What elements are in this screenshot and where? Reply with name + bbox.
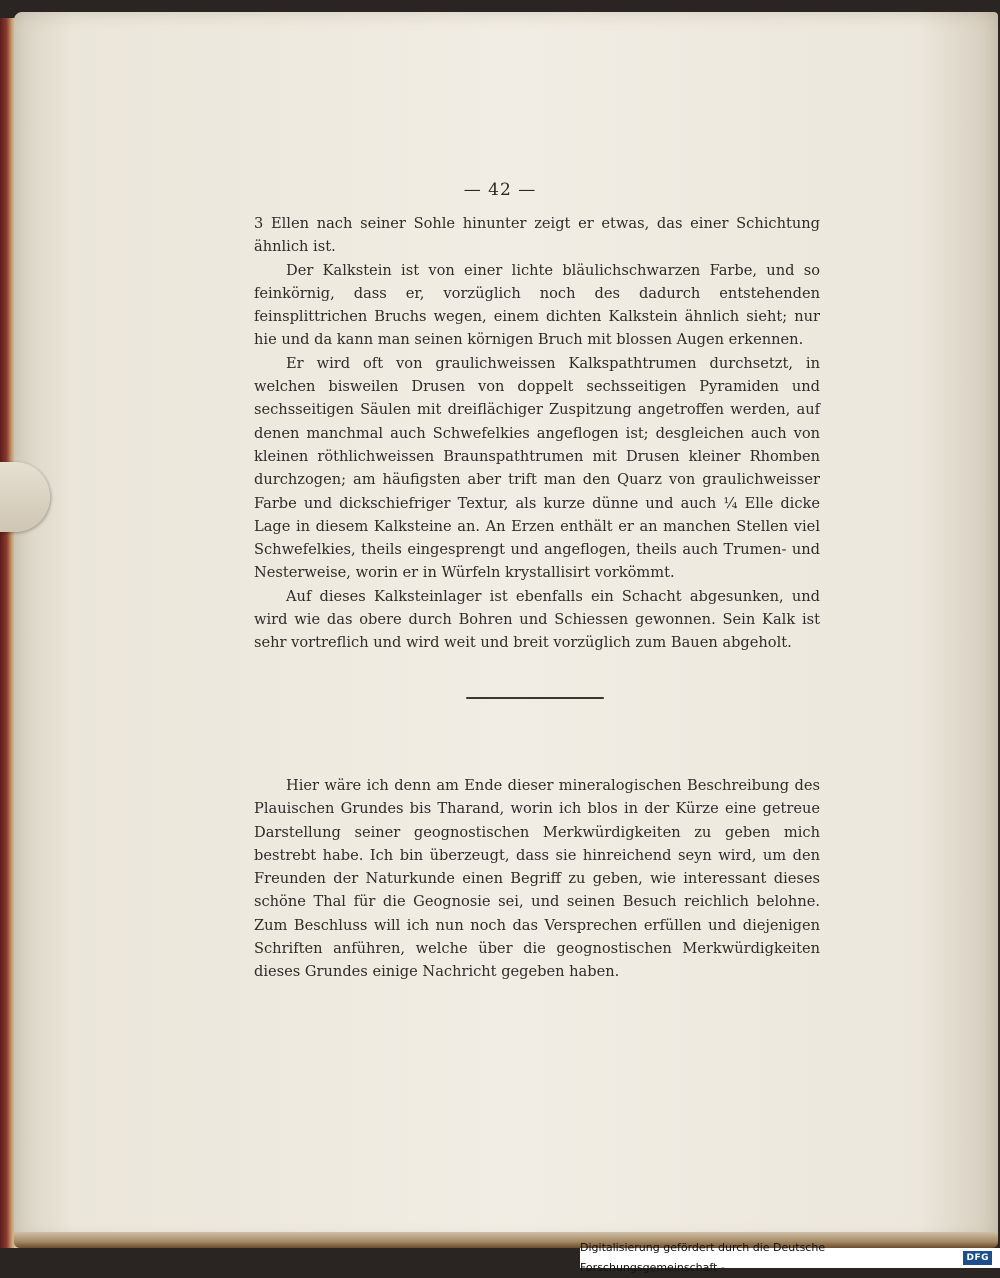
- paragraph: Hier wäre ich denn am Ende dieser mineralogischen Beschreibung des Plauischen Grundes bis Tharand, worin ich blos in der Kürze eine getreue Darstellung seiner geognostischen Merkwürdigkeiten zu geben mich bestrebt habe. Ich bin überzeugt, dass sie hinreichend seyn wird, um den Freunden der Naturkunde einen Begriff zu geben, wie interessant dieses schöne Thal für die Geognosie sei, und seinen Besuch reichlich belohne. Zum Beschluss will ich nun noch das Versprechen erfüllen und diejenigen Schriften anführen, welche über die geognostischen Merkwürdigkeiten dieses Grundes einige Nachricht gegeben haben.: [254, 777, 820, 981]
- footer-credit: [580, 1241, 1000, 1274]
- section-divider: [466, 697, 604, 699]
- page-number: — 42 —: [463, 180, 537, 200]
- footer-text: Digitalisierung gefördert durch die Deutsche Forschungsgemeinschaft -: [580, 1241, 826, 1274]
- text-block-top: [254, 212, 820, 655]
- paragraph: 3 Ellen nach seiner Sohle hinunter zeigt er etwas, das einer Schichtung ähnlich ist.: [254, 215, 820, 256]
- paragraph: Er wird oft von graulichweissen Kalkspathtrumen durchsetzt, in welchen bisweilen Drusen von doppelt sechsseitigen Pyramiden und sechsseitigen Säulen mit dreiflächiger Zuspitzung angetroffen werden, auf denen manchmal auch Schwefelkies angeflogen ist; desgleichen auch von kleinen röthlichweissen Braunspathtrumen mit Drusen kleiner Rhomben durchzogen; am häufigsten aber trift man den Quarz von graulichweisser Farbe und dickschiefriger Textur, als kurze dünne und auch ¼ Elle dicke Lage in diesem Kalksteine an. An Erzen enthält er an manchen Stellen viel Schwefelkies, theils eingesprengt und angeflogen, theils auch Trumen- und Nesterweise, worin er in Würfeln krystallisirt vorkömmt.: [254, 354, 820, 582]
- text-block-bottom: [254, 774, 820, 984]
- paragraph: Der Kalkstein ist von einer lichte bläulichschwarzen Farbe, und so feinkörnig, dass er, vorzüglich noch des dadurch entstehenden feinsplittrichen Bruchs wegen, einem dichten Kalkstein ähnlich sieht; nur hie und da kann man seinen körnigen Bruch mit blossen Augen erkennen.: [254, 261, 820, 349]
- paragraph: Auf dieses Kalksteinlager ist ebenfalls ein Schacht abgesunken, und wird wie das obere durch Bohren und Schiessen gewonnen. Sein Kalk ist sehr vortreflich und wird weit und breit vorzüglich zum Bauen abgeholt.: [254, 587, 820, 652]
- dfg-logo-icon: DFG: [963, 1251, 992, 1265]
